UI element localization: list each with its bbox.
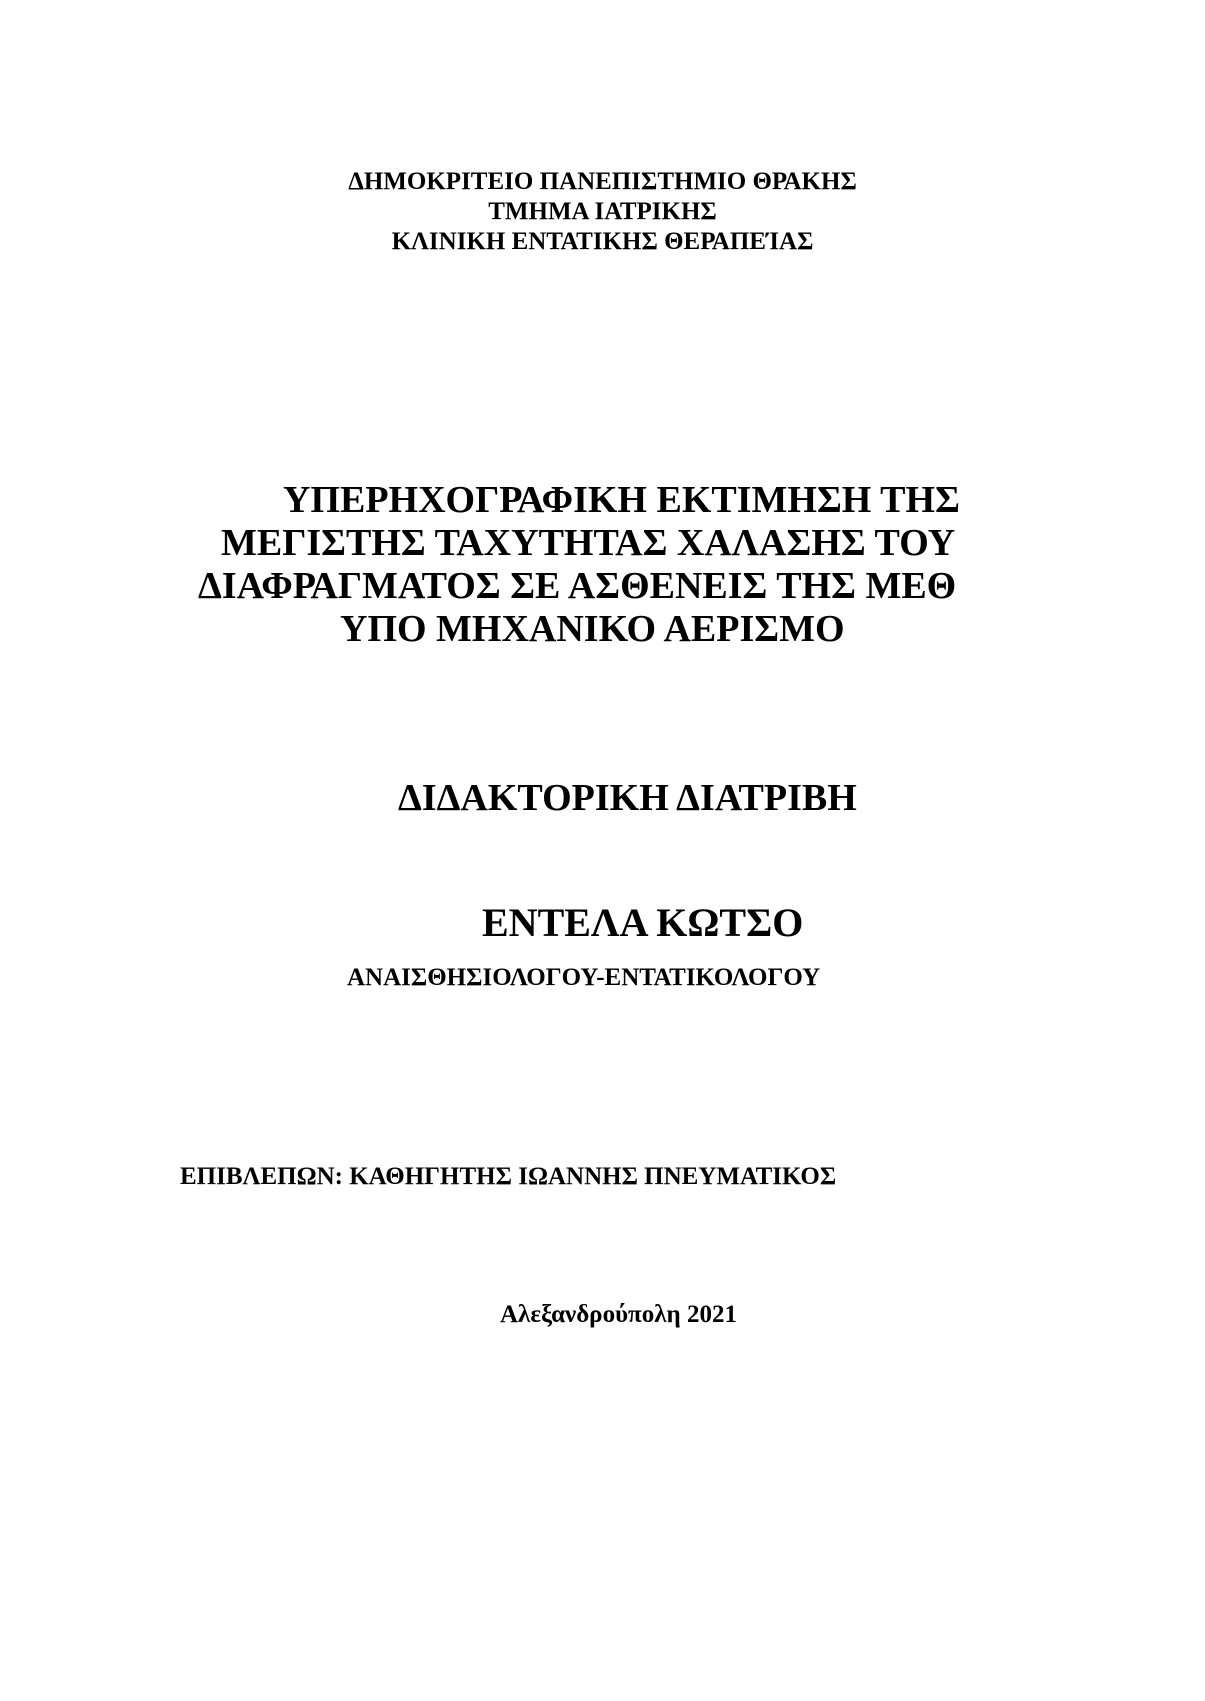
supervisor-line: ΕΠΙΒΛΕΠΩΝ: ΚΑΘΗΓΗΤΗΣ ΙΩΑΝΝΗΣ ΠΝΕΥΜΑΤΙΚΟΣ: [180, 1163, 837, 1190]
place-year: Αλεξανδρούπολη 2021: [500, 1301, 737, 1328]
thesis-title-line-1: ΥΠΕΡΗΧΟΓΡΑΦΙΚΗ ΕΚΤΙΜΗΣΗ ΤΗΣ: [283, 479, 960, 521]
department-name: ΤΜΗΜΑ ΙΑΤΡΙΚΗΣ: [488, 198, 717, 225]
university-name: ΔΗΜΟΚΡΙΤΕΙΟ ΠΑΝΕΠΙΣΤΗΜΙΟ ΘΡΑΚΗΣ: [348, 168, 857, 195]
thesis-title-line-4: ΥΠΟ ΜΗΧΑΝΙΚΟ ΑΕΡΙΣΜΟ: [340, 608, 845, 650]
document-type: ΔΙΔΑΚΤΟΡΙΚΗ ΔΙΑΤΡΙΒΗ: [398, 777, 857, 819]
author-specialty: ΑΝΑΙΣΘΗΣΙΟΛΟΓΟΥ-ΕΝΤΑΤΙΚΟΛΟΓΟΥ: [347, 964, 821, 991]
thesis-title-line-3: ΔΙΑΦΡΑΓΜΑΤΟΣ ΣΕ ΑΣΘΕΝΕΙΣ ΤΗΣ ΜΕΘ: [198, 565, 957, 607]
thesis-title-line-2: ΜΕΓΙΣΤΗΣ ΤΑΧΥΤΗΤΑΣ ΧΑΛΑΣΗΣ ΤΟΥ: [221, 522, 956, 564]
clinic-name: ΚΛΙΝΙΚΗ ΕΝΤΑΤΙΚΗΣ ΘΕΡΑΠΕΊΑΣ: [391, 228, 814, 255]
author-name: ΕΝΤΕΛΑ ΚΩΤΣΟ: [482, 900, 804, 945]
